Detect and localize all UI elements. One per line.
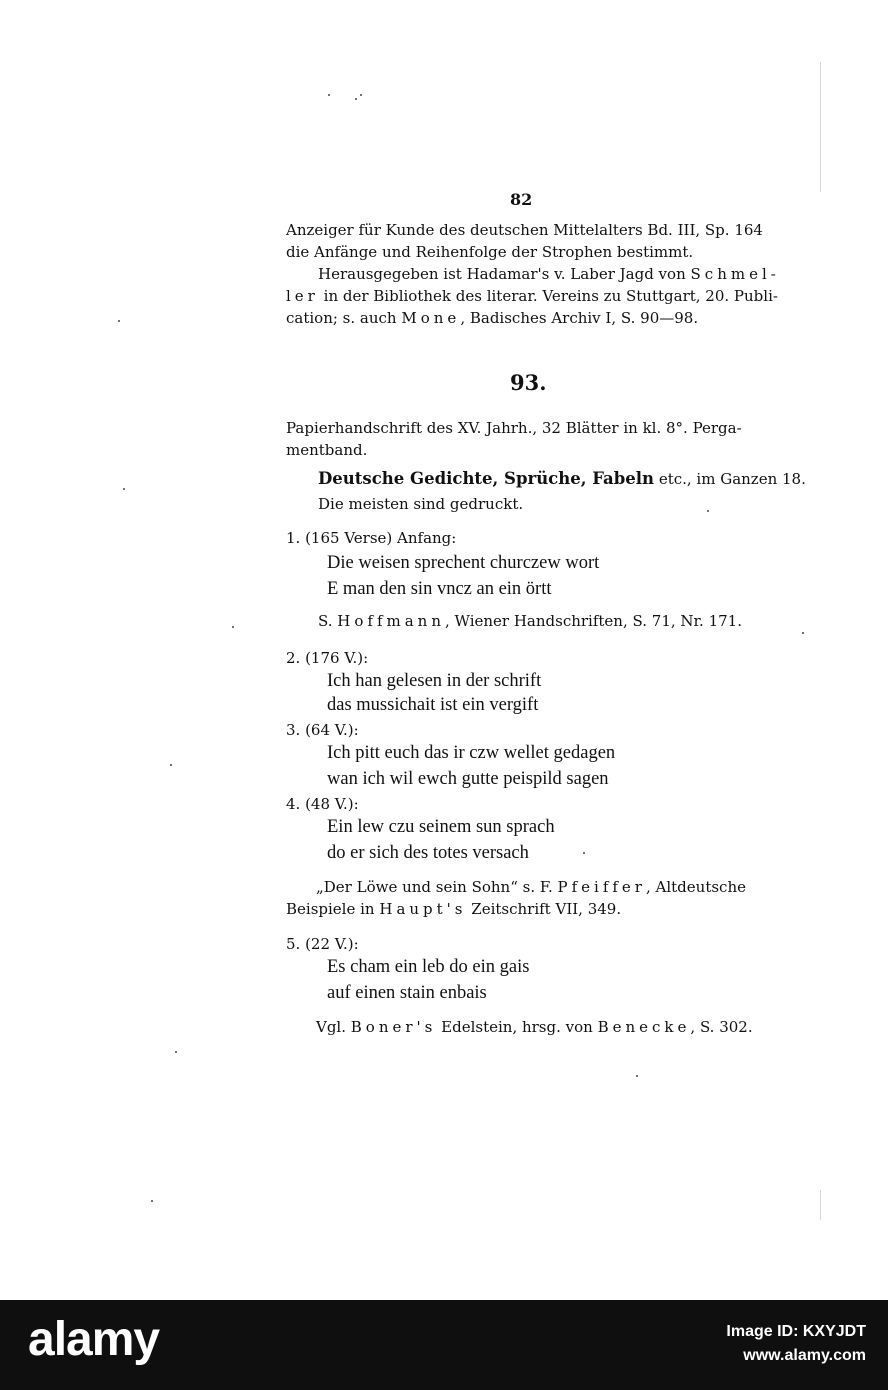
scan-speck [707, 510, 709, 512]
text-run: „Der Löwe und sein Sohn“ s. F. [316, 878, 553, 896]
spaced-name: Benecke [597, 1018, 691, 1036]
verse-line: Die weisen sprechent churczew wort [327, 553, 600, 573]
text-run: , Wiener Handschriften, S. 71, Nr. 171. [445, 612, 742, 630]
heading-bold: Deutsche Gedichte, Sprüche, Fabeln [318, 469, 655, 488]
image-id: Image ID: KXYJDT [726, 1323, 866, 1340]
scan-speck [175, 1051, 177, 1053]
verse-line: das mussichait ist ein vergift [327, 695, 539, 715]
item-label: 2. (176 V.): [286, 649, 369, 667]
spaced-name: Boner's [350, 1018, 437, 1036]
text-run: Herausgegeben ist Hadamar's v. Laber Jagd von [318, 265, 686, 283]
spaced-name: Hoffmann [337, 612, 445, 630]
spaced-name: Mone [401, 309, 461, 327]
description-line: Papierhandschrift des XV. Jahrh., 32 Blätter in kl. 8°. Perga- [286, 419, 742, 437]
text-run: Zeitschrift VII, 349. [471, 900, 622, 918]
alamy-logo: alamy [28, 1313, 160, 1366]
scan-speck [583, 852, 585, 854]
verse-line: Ein lew czu seinem sun sprach [327, 817, 555, 837]
continuation-line [286, 286, 778, 306]
verse-line: auf einen stain enbais [327, 983, 487, 1003]
scan-speck [170, 764, 172, 766]
continuation-line: die Anfänge und Reihenfolge der Strophen bestimmt. [286, 243, 694, 261]
item-reference [318, 611, 742, 631]
text-run: , Badisches Archiv I, S. 90—98. [460, 309, 699, 327]
item-label: 4. (48 V.): [286, 795, 359, 813]
scan-speck [360, 94, 362, 96]
scan-speck [355, 98, 357, 100]
item-reference [316, 877, 746, 897]
description-line: mentband. [286, 441, 368, 459]
section-heading [318, 468, 806, 490]
spaced-name: Haupt's [379, 900, 467, 918]
text-run: S. [318, 612, 333, 630]
scan-speck [636, 1075, 638, 1077]
text-run: Beispiele in [286, 900, 375, 918]
heading-note: Die meisten sind gedruckt. [318, 495, 524, 513]
verse-line: Ich pitt euch das ir czw wellet gedagen [327, 743, 616, 763]
scan-speck [123, 488, 125, 490]
image-id-block [726, 1320, 866, 1368]
scan-edge [820, 1190, 821, 1220]
verse-line: Es cham ein leb do ein gais [327, 957, 530, 977]
verse-line: E man den sin vncz an ein örtt [327, 579, 552, 599]
text-run: Edelstein, hrsg. von [441, 1018, 593, 1036]
website-url: www.alamy.com [743, 1347, 866, 1364]
text-run: cation; s. auch [286, 309, 397, 327]
text-run: , S. 302. [690, 1018, 753, 1036]
text-run: Vgl. [316, 1018, 346, 1036]
entry-number: 93. [510, 370, 547, 395]
text-run: , Altdeutsche [645, 878, 746, 896]
scan-edge [820, 62, 821, 192]
scan-speck [328, 94, 330, 96]
heading-rest: etc., im Ganzen 18. [658, 470, 806, 488]
spaced-name: ler [286, 287, 319, 305]
spaced-name: Schmel- [690, 265, 780, 283]
scan-speck [802, 632, 804, 634]
scan-speck [232, 626, 234, 628]
continuation-line [318, 264, 780, 284]
page-number: 82 [510, 190, 533, 209]
spaced-name: Pfeiffer [557, 878, 646, 896]
item-label: 5. (22 V.): [286, 935, 359, 953]
item-reference [316, 1017, 753, 1037]
verse-line: Ich han gelesen in der schrift [327, 671, 542, 691]
stock-watermark-bar [0, 1300, 888, 1390]
item-label: 1. (165 Verse) Anfang: [286, 529, 457, 547]
verse-line: wan ich wil ewch gutte peispild sagen [327, 769, 609, 789]
scan-speck [118, 320, 120, 322]
text-run: in der Bibliothek des literar. Vereins zu Stuttgart, 20. Publi- [323, 287, 778, 305]
verse-line: do er sich des totes versach [327, 843, 529, 863]
item-label: 3. (64 V.): [286, 721, 359, 739]
continuation-line [286, 308, 698, 328]
continuation-line: Anzeiger für Kunde des deutschen Mittelalters Bd. III, Sp. 164 [286, 221, 763, 239]
scan-speck [151, 1200, 153, 1202]
item-reference [286, 899, 621, 919]
